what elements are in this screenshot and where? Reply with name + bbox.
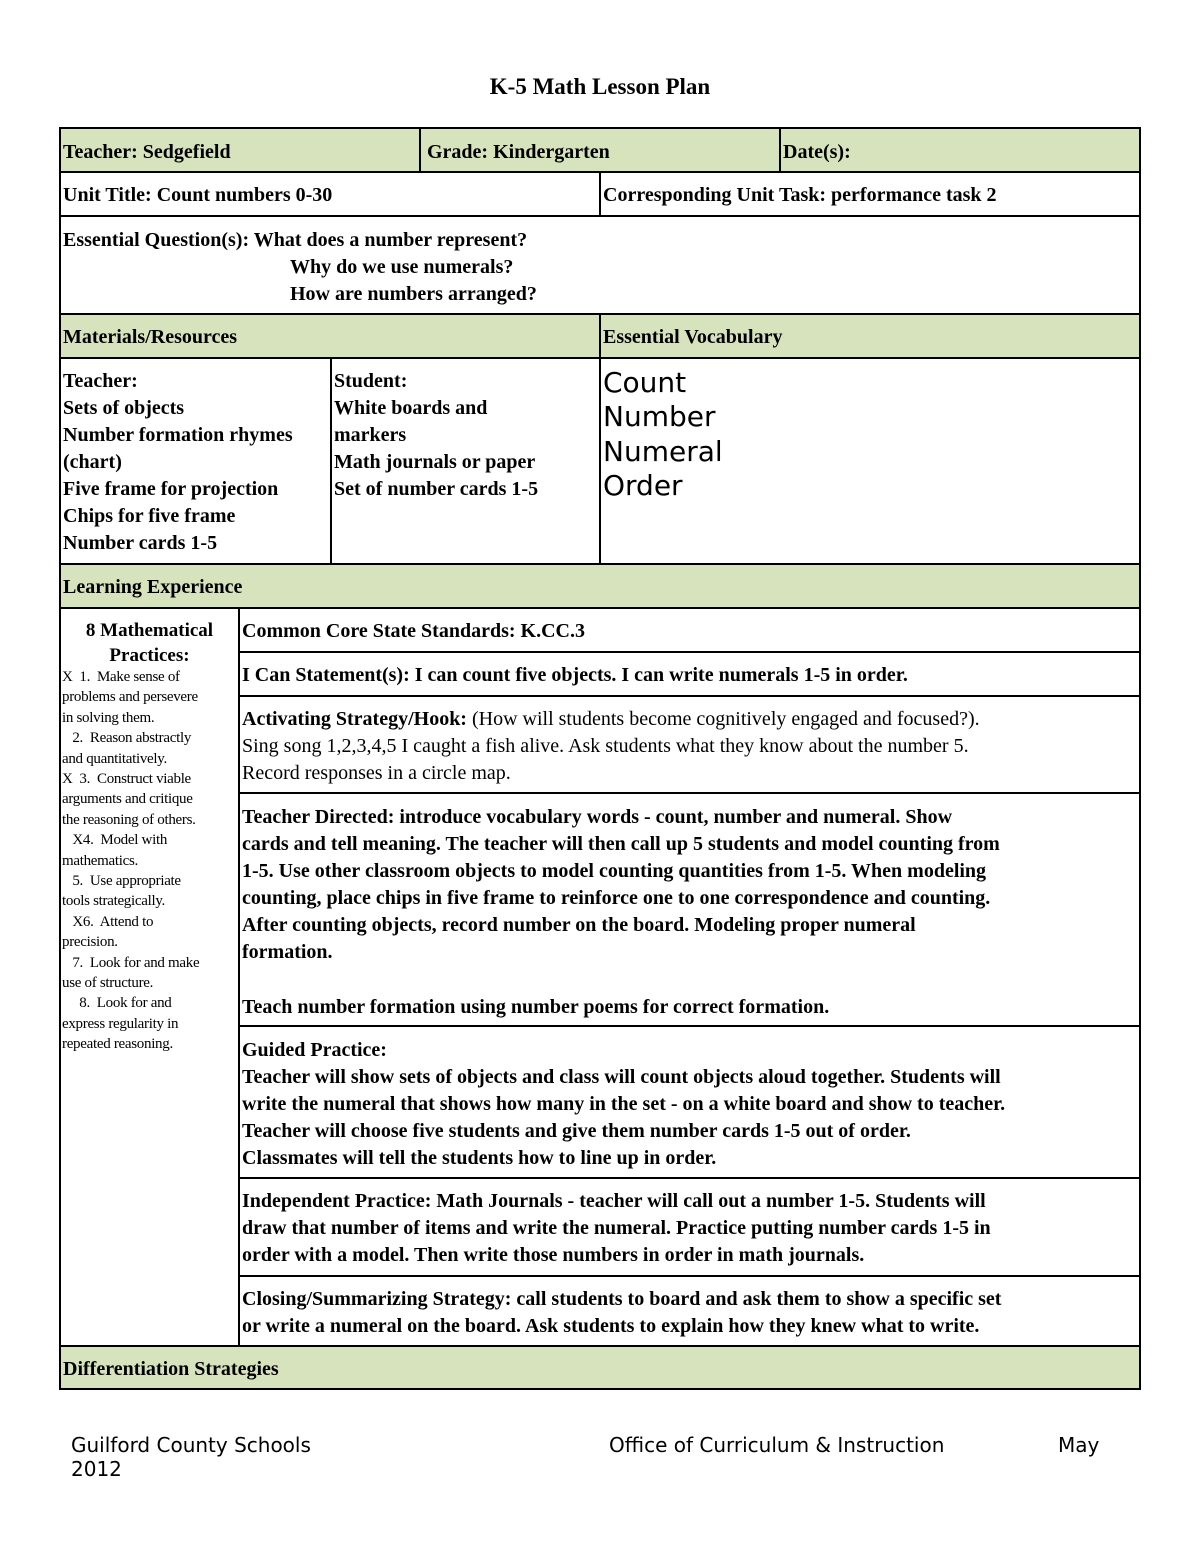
teacher-material-item: Chips for five frame <box>63 505 236 527</box>
teacher-label: Teacher: Sedgefield <box>63 141 231 163</box>
essential-questions-cell <box>59 215 1141 315</box>
hook-cell <box>238 695 1141 794</box>
vocabulary-word: Order <box>603 469 683 502</box>
practice-line: 8. Look for and <box>62 995 172 1012</box>
teacher-materials-label: Teacher: <box>63 370 138 392</box>
practice-line: mathematics. <box>62 852 138 869</box>
essential-questions-label: Essential Question(s): <box>63 229 250 251</box>
dates-cell <box>779 127 1141 173</box>
essential-question-1: What does a number represent? <box>253 229 528 251</box>
vocabulary-word: Numeral <box>603 435 723 468</box>
learning-header: Learning Experience <box>63 576 243 598</box>
practices-title: 8 Mathematical <box>85 620 214 641</box>
teacher-cell <box>59 127 421 173</box>
practice-line: arguments and critique <box>62 791 193 808</box>
teacher-directed-text: Teacher Directed: introduce vocabulary words - count, number and numeral. Show <box>242 806 953 828</box>
practice-line: X6. Attend to <box>62 913 154 930</box>
guided-practice-text: Classmates will tell the students how to line up in order. <box>242 1147 717 1169</box>
student-material-item: White boards and <box>334 397 488 419</box>
independent-practice-text: Independent Practice: Math Journals - teacher will call out a number 1-5. Students will <box>242 1190 986 1212</box>
practice-line: problems and persevere <box>62 689 198 706</box>
practice-line: X 3. Construct viable <box>62 771 191 787</box>
closing-strategy-cell <box>238 1275 1141 1347</box>
student-material-item: Math journals or paper <box>334 451 536 473</box>
student-materials-label: Student: <box>334 370 408 392</box>
practice-line: express regularity in <box>62 1015 179 1032</box>
practice-line: X 1. Make sense of <box>62 669 180 685</box>
dates-label: Date(s): <box>783 141 851 163</box>
guided-practice-text: Guided Practice: <box>242 1039 387 1061</box>
student-material-item: markers <box>334 424 407 446</box>
grade-label: Grade: Kindergarten <box>427 141 610 163</box>
vocabulary-header: Essential Vocabulary <box>603 326 783 348</box>
teacher-material-item: (chart) <box>63 451 122 473</box>
teacher-directed-cell <box>238 792 1141 1027</box>
teacher-material-item: Number cards 1-5 <box>63 532 218 554</box>
practice-line: and quantitatively. <box>62 750 167 767</box>
differentiation-header: Differentiation Strategies <box>63 1358 279 1380</box>
unit-title: Unit Title: Count numbers 0-30 <box>63 184 333 206</box>
standards-text: Common Core State Standards: K.CC.3 <box>242 620 585 642</box>
independent-practice-cell <box>238 1177 1141 1277</box>
practice-line: use of structure. <box>62 975 154 991</box>
teacher-directed-text: counting, place chips in five frame to reinforce one to one correspondence and counting. <box>242 887 991 909</box>
practice-line: tools strategically. <box>62 893 165 910</box>
teacher-material-item: Five frame for projection <box>63 478 279 500</box>
differentiation-header-cell <box>59 1345 1141 1390</box>
practice-line: 7. Look for and make <box>62 954 200 971</box>
unit-task: Corresponding Unit Task: performance task 2 <box>603 184 997 206</box>
practice-line: 2. Reason abstractly <box>62 730 192 747</box>
teacher-directed-text: 1-5. Use other classroom objects to model counting quantities from 1-5. When modeling <box>242 860 987 882</box>
guided-practice-text: Teacher will show sets of objects and class will count objects aloud together. Students will <box>242 1066 1001 1088</box>
closing-strategy-text: Closing/Summarizing Strategy: call students to board and ask them to show a specific set <box>242 1288 1002 1310</box>
materials-header: Materials/Resources <box>63 326 238 348</box>
hook-text: (How will students become cognitively engaged and focused?). <box>466 708 980 730</box>
student-materials-cell <box>330 357 601 565</box>
practice-line: precision. <box>62 934 118 951</box>
student-material-item: Set of number cards 1-5 <box>334 478 539 500</box>
vocabulary-header-cell <box>599 313 1141 359</box>
footer-left: Guilford County Schools <box>71 1433 311 1457</box>
footer-year: 2012 <box>71 1457 122 1481</box>
vocabulary-cell <box>599 357 1141 565</box>
teacher-directed-text: Teach number formation using number poems for correct formation. <box>242 996 830 1018</box>
hook-text: Sing song 1,2,3,4,5 I caught a fish alive. Ask students what they know about the number 5. <box>242 735 969 757</box>
independent-practice-text: order with a model. Then write those numbers in order in math journals. <box>242 1244 865 1266</box>
page-title: K-5 Math Lesson Plan <box>489 74 711 99</box>
closing-strategy-text: or write a numeral on the board. Ask students to explain how they knew what to write. <box>242 1315 980 1337</box>
vocabulary-word: Count <box>603 366 687 399</box>
practice-line: the reasoning of others. <box>62 811 196 828</box>
guided-practice-cell <box>238 1025 1141 1179</box>
teacher-material-item: Sets of objects <box>63 397 185 419</box>
practices-cell <box>59 607 240 1347</box>
footer-right: May <box>1058 1433 1100 1457</box>
learning-header-cell <box>59 563 1141 609</box>
teacher-directed-text: cards and tell meaning. The teacher will then call up 5 students and model counting from <box>242 833 1000 855</box>
teacher-materials-cell <box>59 357 332 565</box>
practice-line: X4. Model with <box>62 832 168 849</box>
hook-text: Record responses in a circle map. <box>242 762 511 784</box>
standards-cell <box>238 607 1141 653</box>
essential-question-3: How are numbers arranged? <box>290 283 537 305</box>
grade-cell <box>419 127 781 173</box>
practices-title: Practices: <box>109 645 190 666</box>
essential-question-2: Why do we use numerals? <box>290 256 514 278</box>
teacher-material-item: Number formation rhymes <box>63 424 293 446</box>
i-can-cell <box>238 651 1141 697</box>
i-can-text: I Can Statement(s): I can count five objects. I can write numerals 1-5 in order. <box>242 664 908 686</box>
hook-label: Activating Strategy/Hook: <box>242 708 467 730</box>
practice-line: in solving them. <box>62 709 155 726</box>
guided-practice-text: Teacher will choose five students and give them number cards 1-5 out of order. <box>242 1120 911 1142</box>
vocabulary-word: Number <box>603 400 716 433</box>
teacher-directed-text: formation. <box>242 941 333 963</box>
practice-line: 5. Use appropriate <box>62 873 181 889</box>
unit-title-cell <box>59 171 601 217</box>
practice-line: repeated reasoning. <box>62 1036 173 1053</box>
teacher-directed-text: After counting objects, record number on the board. Modeling proper numeral <box>242 914 916 936</box>
footer-middle: Office of Curriculum & Instruction <box>609 1433 945 1457</box>
guided-practice-text: write the numeral that shows how many in the set - on a white board and show to teacher. <box>242 1093 1006 1115</box>
independent-practice-text: draw that number of items and write the numeral. Practice putting number cards 1-5 in <box>242 1217 991 1239</box>
materials-header-cell <box>59 313 601 359</box>
unit-task-cell <box>599 171 1141 217</box>
